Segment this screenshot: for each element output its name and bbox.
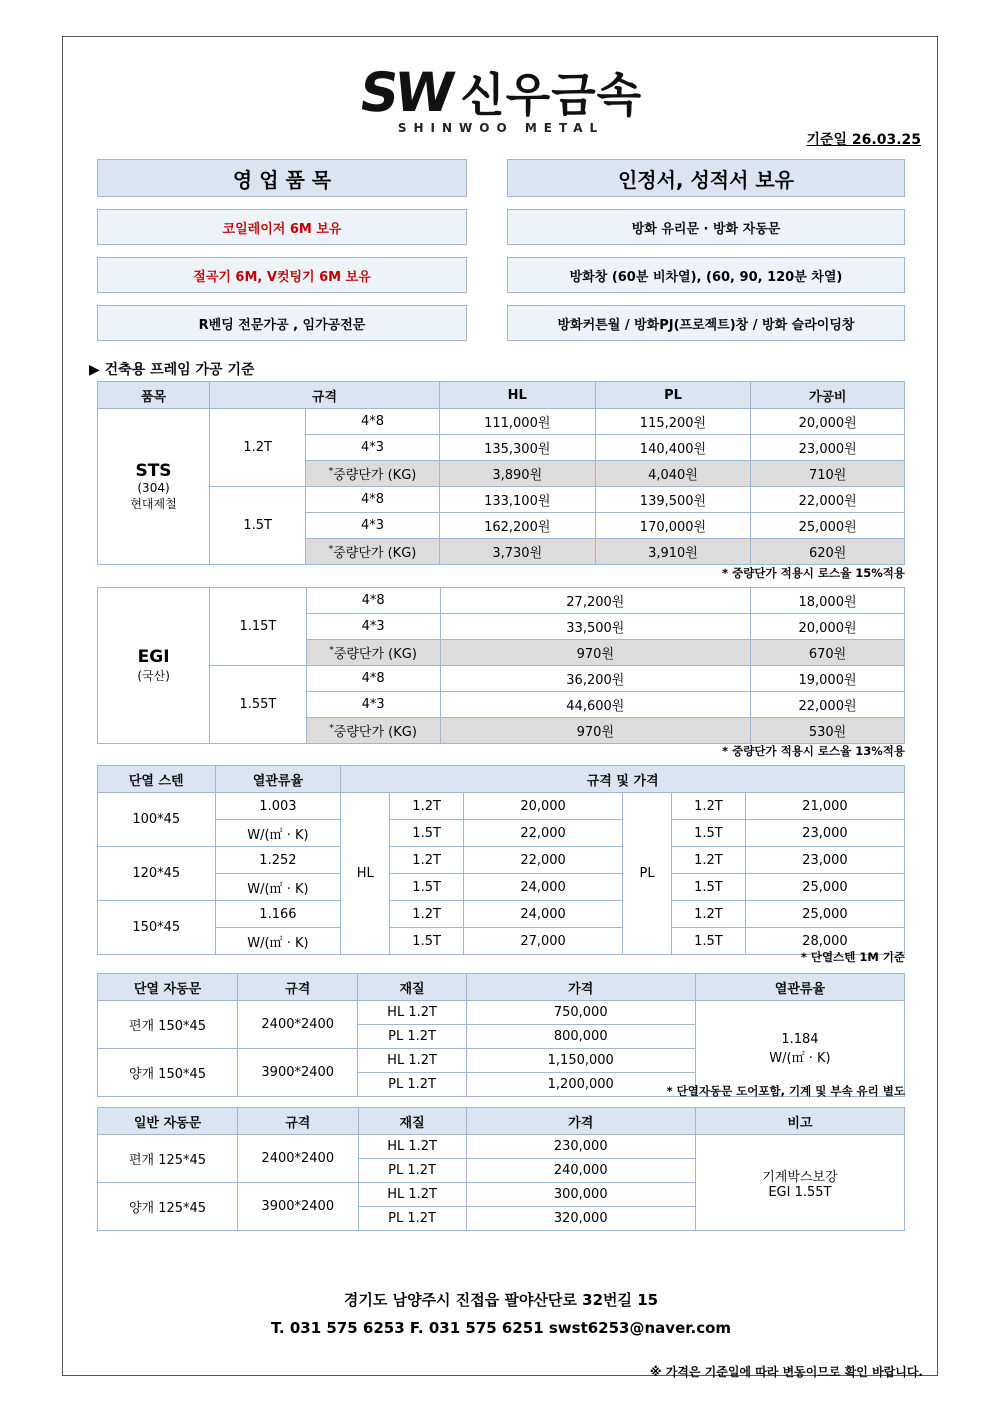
- hl-price: 27,000: [464, 928, 623, 955]
- insul-size-2: 120*45: [98, 847, 216, 901]
- fee: 710원: [751, 461, 905, 487]
- section-title: ▶ 건축용 프레임 가공 기준: [89, 362, 255, 378]
- hl-label: HL: [341, 793, 390, 955]
- table-header-row: [98, 1108, 905, 1135]
- hl-price: 3,730원: [439, 539, 595, 565]
- insul-size-1: 100*45: [98, 793, 216, 847]
- insul-size-3: 150*45: [98, 901, 216, 955]
- left-box-item-3: R벤딩 전문가공 , 임가공전문: [97, 305, 467, 341]
- table-row: [98, 901, 905, 928]
- pl-price: 21,000: [745, 793, 904, 820]
- hl-price: 111,000원: [439, 409, 595, 435]
- fee: 670원: [751, 640, 905, 666]
- reference-date: 기준일 26.03.25: [806, 132, 921, 148]
- fee: 620원: [751, 539, 905, 565]
- door-type-2: 양개 125*45: [98, 1183, 238, 1231]
- logo-korean-name: 신우금속: [460, 68, 643, 122]
- footer-contact: T. 031 575 6253 F. 031 575 6251 swst6253@naver.com: [270, 1319, 732, 1337]
- insulated-auto-door-table: [97, 973, 905, 1097]
- hl-price: 22,000: [464, 820, 623, 847]
- thermal-1a: 1.003: [215, 793, 341, 820]
- price: 33,500원: [440, 614, 750, 640]
- col-hl: HL: [439, 382, 595, 409]
- hl-thickness: 1.5T: [390, 820, 464, 847]
- price: 230,000: [466, 1135, 695, 1159]
- sts-note: * 중량단가 적용시 로스율 15%적용: [722, 566, 905, 580]
- table-row: [98, 847, 905, 874]
- material: PL 1.2T: [358, 1073, 466, 1097]
- thickness-1: 1.15T: [210, 588, 306, 666]
- item-egi: EGI (국산): [98, 588, 210, 744]
- material: HL 1.2T: [358, 1001, 466, 1025]
- material: PL 1.2T: [358, 1207, 466, 1231]
- fee: 18,000원: [751, 588, 905, 614]
- door-type-2: 양개 150*45: [98, 1049, 238, 1097]
- price: 970원: [440, 640, 750, 666]
- col-insul-sts: 단열 스텐: [98, 766, 216, 793]
- left-box-title: 영 업 품 목: [97, 159, 467, 197]
- spec-weight: *중량단가 (KG): [306, 539, 440, 565]
- pl-price: 3,910원: [595, 539, 751, 565]
- frame-sts-table: [97, 381, 905, 565]
- company-logo: [63, 59, 939, 135]
- sheet-border: [62, 36, 938, 1379]
- price: 970원: [440, 718, 750, 744]
- hl-price: 133,100원: [439, 487, 595, 513]
- material: PL 1.2T: [358, 1159, 466, 1183]
- price: 800,000: [466, 1025, 695, 1049]
- fee: 22,000원: [751, 487, 905, 513]
- thermal-value: 1.184 W/(㎡ · K): [695, 1001, 904, 1097]
- price: 1,150,000: [466, 1049, 695, 1073]
- right-box-item-1: 방화 유리문 · 방화 자동문: [507, 209, 905, 245]
- table-row: [98, 1135, 905, 1159]
- fee: 25,000원: [751, 513, 905, 539]
- spec: 4*3: [306, 435, 440, 461]
- pl-price: 25,000: [745, 874, 904, 901]
- right-box-item-3: 방화커튼월 / 방화PJ(프로젝트)창 / 방화 슬라이딩창: [507, 305, 905, 341]
- pl-price: 139,500원: [595, 487, 751, 513]
- col-spec-price: 규격 및 가격: [341, 766, 905, 793]
- fee: 20,000원: [751, 409, 905, 435]
- spec: 4*3: [306, 692, 440, 718]
- table-header-row: [98, 974, 905, 1001]
- pl-price: 4,040원: [595, 461, 751, 487]
- col-pl: PL: [595, 382, 751, 409]
- hl-thickness: 1.5T: [390, 928, 464, 955]
- remark: 기계박스보강 EGI 1.55T: [695, 1135, 904, 1231]
- col-spec: 규격: [238, 974, 358, 1001]
- col-spec: 규격: [238, 1108, 359, 1135]
- table-row: [98, 874, 905, 901]
- item-sts: STS (304) 현대제철: [98, 409, 210, 565]
- col-item: 품목: [98, 382, 210, 409]
- logo-mark-sw: SW: [355, 60, 455, 124]
- material: HL 1.2T: [358, 1135, 466, 1159]
- table-row: [98, 487, 905, 513]
- pl-thickness: 1.2T: [672, 901, 746, 928]
- col-fee: 가공비: [751, 382, 905, 409]
- spec: 4*8: [306, 588, 440, 614]
- footer-address: 경기도 남양주시 진접읍 팔야산단로 32번길 15: [343, 1291, 659, 1309]
- door-spec-2: 3900*2400: [238, 1183, 359, 1231]
- thermal-3b: W/(㎡ · K): [215, 928, 341, 955]
- hl-thickness: 1.5T: [390, 874, 464, 901]
- table-row: [98, 820, 905, 847]
- col-normal-door: 일반 자동문: [98, 1108, 238, 1135]
- price: 27,200원: [440, 588, 750, 614]
- fee: 19,000원: [751, 666, 905, 692]
- door-type-1: 편개 150*45: [98, 1001, 238, 1049]
- pl-price: 23,000: [745, 820, 904, 847]
- fee: 530원: [751, 718, 905, 744]
- pl-price: 170,000원: [595, 513, 751, 539]
- col-insul-door: 단열 자동문: [98, 974, 238, 1001]
- hl-price: 24,000: [464, 874, 623, 901]
- fee: 20,000원: [751, 614, 905, 640]
- hl-price: 3,890원: [439, 461, 595, 487]
- price: 320,000: [466, 1207, 695, 1231]
- spec: 4*3: [306, 614, 440, 640]
- hl-price: 24,000: [464, 901, 623, 928]
- col-price: 가격: [466, 974, 695, 1001]
- door-type-1: 편개 125*45: [98, 1135, 238, 1183]
- spec-weight: *중량단가 (KG): [306, 461, 440, 487]
- left-box-item-1: 코일레이저 6M 보유: [97, 209, 467, 245]
- table-row: [98, 1001, 905, 1025]
- pl-thickness: 1.5T: [672, 928, 746, 955]
- insulated-stainless-table: [97, 765, 905, 955]
- material: PL 1.2T: [358, 1025, 466, 1049]
- left-box-item-2: 절곡기 6M, V컷팅기 6M 보유: [97, 257, 467, 293]
- logo-subtitle: SHINWOO METAL: [397, 121, 605, 135]
- price: 300,000: [466, 1183, 695, 1207]
- pl-thickness: 1.2T: [672, 793, 746, 820]
- spec-weight: *중량단가 (KG): [306, 718, 440, 744]
- price: 44,600원: [440, 692, 750, 718]
- hl-thickness: 1.2T: [390, 847, 464, 874]
- thermal-2b: W/(㎡ · K): [215, 874, 341, 901]
- spec: 4*8: [306, 409, 440, 435]
- table-row: [98, 666, 905, 692]
- door-spec-1: 2400*2400: [238, 1001, 358, 1049]
- col-thermal: 열관류율: [215, 766, 341, 793]
- hl-price: 22,000: [464, 847, 623, 874]
- pl-thickness: 1.5T: [672, 874, 746, 901]
- pl-price: 25,000: [745, 901, 904, 928]
- pl-price: 140,400원: [595, 435, 751, 461]
- thickness-2: 1.55T: [210, 666, 306, 744]
- normal-auto-door-table: [97, 1107, 905, 1231]
- price: 36,200원: [440, 666, 750, 692]
- egi-note: * 중량단가 적용시 로스율 13%적용: [722, 744, 905, 758]
- pl-thickness: 1.2T: [672, 847, 746, 874]
- hl-thickness: 1.2T: [390, 901, 464, 928]
- spec: 4*8: [306, 487, 440, 513]
- col-remark: 비고: [695, 1108, 904, 1135]
- door-spec-1: 2400*2400: [238, 1135, 359, 1183]
- frame-egi-table: [97, 587, 905, 744]
- thermal-2a: 1.252: [215, 847, 341, 874]
- fee: 22,000원: [751, 692, 905, 718]
- spec: 4*8: [306, 666, 440, 692]
- right-box-title: 인정서, 성적서 보유: [507, 159, 905, 197]
- col-material: 재질: [358, 974, 466, 1001]
- thickness-2: 1.5T: [210, 487, 306, 565]
- spec: 4*3: [306, 513, 440, 539]
- table-row: [98, 588, 905, 614]
- col-price: 가격: [466, 1108, 695, 1135]
- table-row: [98, 793, 905, 820]
- thermal-3a: 1.166: [215, 901, 341, 928]
- material: HL 1.2T: [358, 1183, 466, 1207]
- col-thermal: 열관류율: [695, 974, 904, 1001]
- table-row: [98, 409, 905, 435]
- col-material: 재질: [358, 1108, 466, 1135]
- hl-price: 162,200원: [439, 513, 595, 539]
- footer-disclaimer: ※ 가격은 기준일에 따라 변동이므로 확인 바랍니다.: [649, 1365, 923, 1379]
- fee: 23,000원: [751, 435, 905, 461]
- price: 750,000: [466, 1001, 695, 1025]
- thickness-1: 1.2T: [210, 409, 306, 487]
- pl-label: PL: [623, 793, 672, 955]
- table-header-row: [98, 766, 905, 793]
- spec-weight: *중량단가 (KG): [306, 640, 440, 666]
- table-header-row: [98, 382, 905, 409]
- thermal-1b: W/(㎡ · K): [215, 820, 341, 847]
- insul-note: * 단열스텐 1M 기준: [800, 950, 905, 964]
- pl-price: 23,000: [745, 847, 904, 874]
- pl-price: 115,200원: [595, 409, 751, 435]
- pl-price: 28,000: [745, 928, 904, 955]
- col-spec: 규격: [210, 382, 440, 409]
- sheet-inner: [63, 37, 939, 1377]
- hl-price: 20,000: [464, 793, 623, 820]
- insul-door-note: * 단열자동문 도어포함, 기계 및 부속 유리 별도: [666, 1084, 905, 1098]
- right-box-item-2: 방화창 (60분 비차열), (60, 90, 120분 차열): [507, 257, 905, 293]
- pl-thickness: 1.5T: [672, 820, 746, 847]
- hl-price: 135,300원: [439, 435, 595, 461]
- material: HL 1.2T: [358, 1049, 466, 1073]
- hl-thickness: 1.2T: [390, 793, 464, 820]
- price: 240,000: [466, 1159, 695, 1183]
- door-spec-2: 3900*2400: [238, 1049, 358, 1097]
- price: 1,200,000: [466, 1073, 695, 1097]
